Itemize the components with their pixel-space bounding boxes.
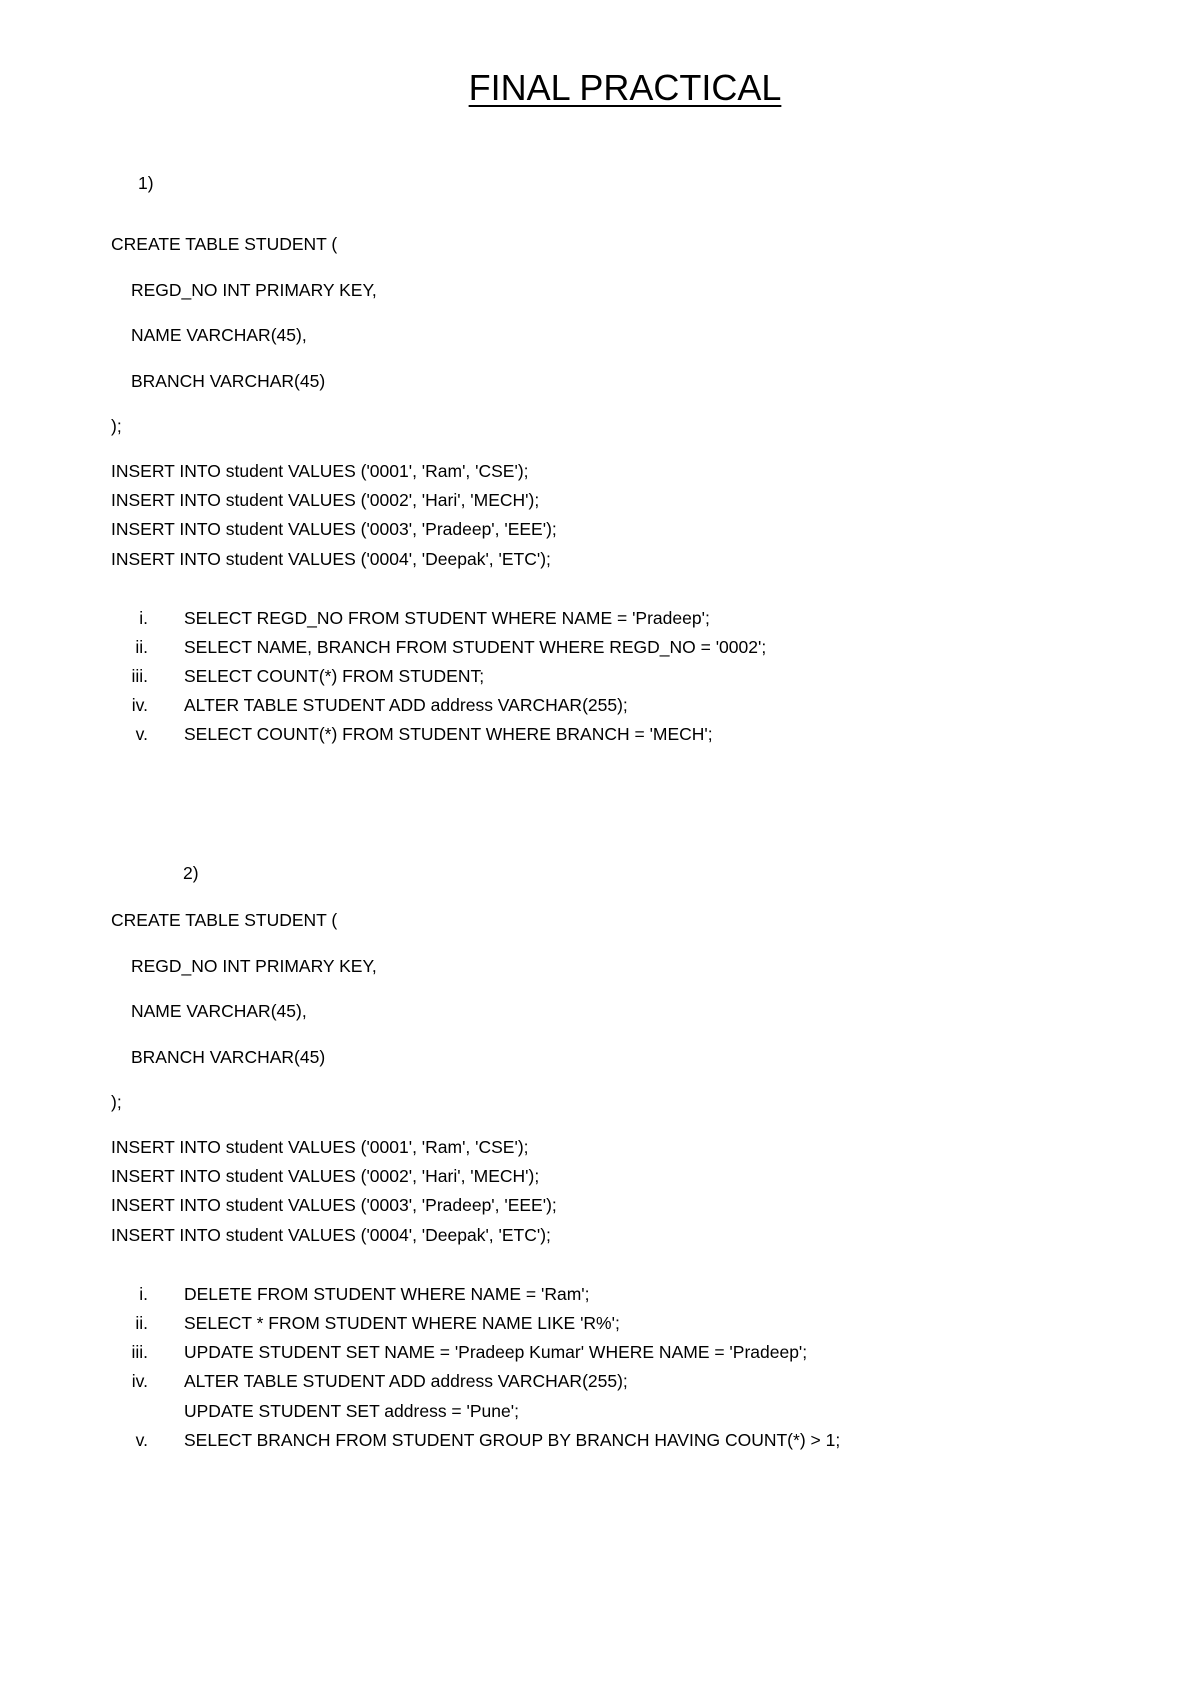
create-line: REGD_NO INT PRIMARY KEY, xyxy=(131,280,377,300)
query-numeral: iv. xyxy=(131,695,148,715)
section-number: 2) xyxy=(183,863,199,883)
query-numeral: i. xyxy=(139,1284,148,1304)
query-text: ALTER TABLE STUDENT ADD address VARCHAR(255); xyxy=(184,695,628,715)
query-text: DELETE FROM STUDENT WHERE NAME = 'Ram'; xyxy=(184,1284,590,1304)
query-text: SELECT COUNT(*) FROM STUDENT WHERE BRANCH = 'MECH'; xyxy=(184,724,713,744)
insert-line: INSERT INTO student VALUES ('0001', 'Ram', 'CSE'); xyxy=(111,461,529,481)
create-line: CREATE TABLE STUDENT ( xyxy=(111,910,338,930)
create-line: CREATE TABLE STUDENT ( xyxy=(111,234,338,254)
query-numeral: iii. xyxy=(131,1342,148,1362)
create-line: NAME VARCHAR(45), xyxy=(131,325,307,345)
create-line: BRANCH VARCHAR(45) xyxy=(131,1047,326,1067)
query-text: SELECT * FROM STUDENT WHERE NAME LIKE 'R%'; xyxy=(184,1313,620,1333)
insert-line: INSERT INTO student VALUES ('0003', 'Pradeep', 'EEE'); xyxy=(111,519,557,539)
create-line: REGD_NO INT PRIMARY KEY, xyxy=(131,956,377,976)
query-text: UPDATE STUDENT SET NAME = 'Pradeep Kumar' WHERE NAME = 'Pradeep'; xyxy=(184,1342,808,1362)
create-line: NAME VARCHAR(45), xyxy=(131,1001,307,1021)
query-text-continuation: UPDATE STUDENT SET address = 'Pune'; xyxy=(184,1401,519,1421)
query-text: SELECT COUNT(*) FROM STUDENT; xyxy=(184,666,485,686)
insert-line: INSERT INTO student VALUES ('0002', 'Hari', 'MECH'); xyxy=(111,490,540,510)
create-line: BRANCH VARCHAR(45) xyxy=(131,371,326,391)
insert-line: INSERT INTO student VALUES ('0004', 'Deepak', 'ETC'); xyxy=(111,1225,551,1245)
query-text: SELECT BRANCH FROM STUDENT GROUP BY BRANCH HAVING COUNT(*) > 1; xyxy=(184,1430,841,1450)
create-line: ); xyxy=(111,1092,122,1112)
query-numeral: iii. xyxy=(131,666,148,686)
query-numeral: v. xyxy=(135,1430,148,1450)
query-text: SELECT NAME, BRANCH FROM STUDENT WHERE REGD_NO = '0002'; xyxy=(184,637,767,657)
query-numeral: v. xyxy=(135,724,148,744)
create-line: ); xyxy=(111,416,122,436)
insert-line: INSERT INTO student VALUES ('0003', 'Pradeep', 'EEE'); xyxy=(111,1195,557,1215)
insert-line: INSERT INTO student VALUES ('0001', 'Ram', 'CSE'); xyxy=(111,1137,529,1157)
page-title: FINAL PRACTICAL xyxy=(468,67,782,108)
query-numeral: ii. xyxy=(135,637,148,657)
query-text: ALTER TABLE STUDENT ADD address VARCHAR(255); xyxy=(184,1371,628,1391)
insert-line: INSERT INTO student VALUES ('0002', 'Hari', 'MECH'); xyxy=(111,1166,540,1186)
query-numeral: iv. xyxy=(131,1371,148,1391)
query-text: SELECT REGD_NO FROM STUDENT WHERE NAME = 'Pradeep'; xyxy=(184,608,710,628)
query-numeral: i. xyxy=(139,608,148,628)
query-numeral: ii. xyxy=(135,1313,148,1333)
insert-line: INSERT INTO student VALUES ('0004', 'Deepak', 'ETC'); xyxy=(111,549,551,569)
section-number: 1) xyxy=(138,173,154,193)
